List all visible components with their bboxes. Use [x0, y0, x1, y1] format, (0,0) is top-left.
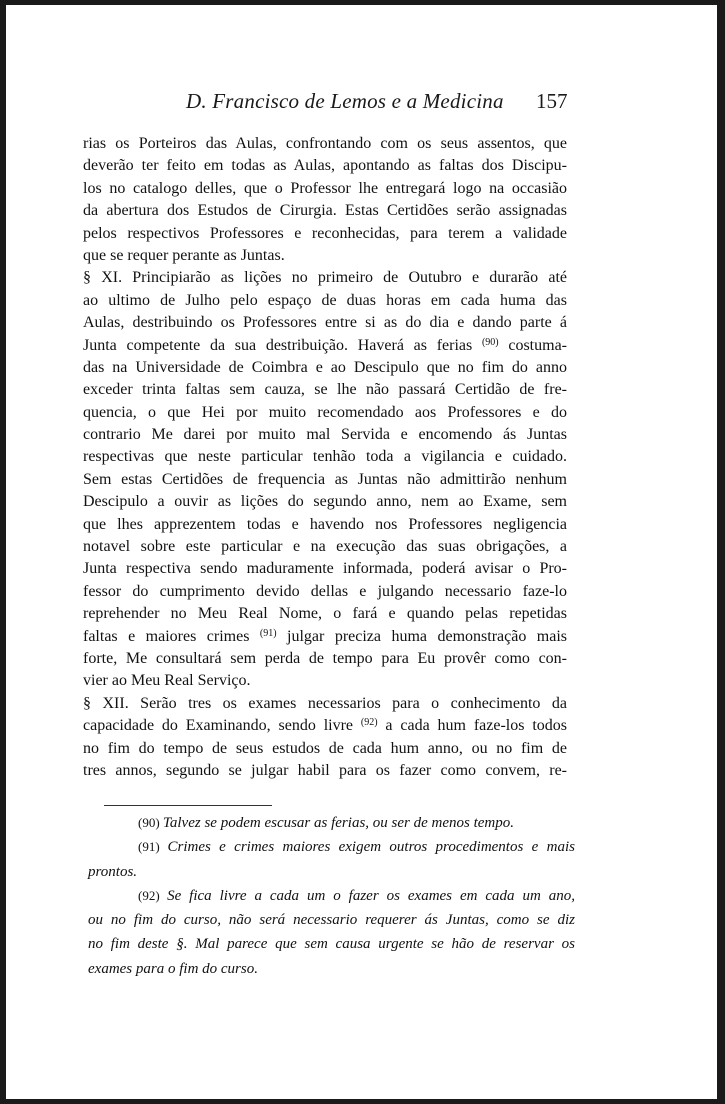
footnote-number: (90) — [138, 815, 163, 830]
text-segment: julgar preciza huma demonstração mais — [276, 627, 568, 645]
text-line: contrario Me darei por muito mal Servida e encomendo ás Juntas — [83, 426, 567, 444]
footnote-line — [88, 908, 575, 932]
text-line: que se requer perante as Juntas. — [83, 246, 285, 264]
text-line: tres annos, segundo se julgar habil para os fazer como convem, re- — [83, 761, 567, 779]
footnote-number: (91) — [138, 839, 168, 855]
text-segment: faltas e maiores crimes — [83, 627, 260, 645]
text-line: Junta respectiva sendo maduramente informada, poderá avisar o Pro- — [83, 560, 567, 578]
text-line — [83, 715, 567, 737]
footnote-text: exames para o fim do curso. — [88, 960, 258, 977]
footnote-reference: (92) — [360, 717, 378, 729]
main-text — [83, 133, 567, 782]
text-line: ao ultimo de Julho pelo espaço de duas horas em cada huma das — [83, 291, 567, 309]
footnote-reference: (90) — [481, 336, 499, 348]
text-line: pelos respectivos Professores e reconhecidas, para terem a validade — [83, 224, 567, 242]
page-number: 157 — [536, 89, 568, 113]
text-line: exceder trinta faltas sem cauza, se lhe não passará Certidão de fre- — [83, 381, 567, 399]
footnotes — [88, 811, 575, 981]
footnote-line — [88, 835, 575, 859]
footnote-text: Crimes e crimes maiores exigem outros procedimentos e mais — [167, 839, 575, 856]
text-segment: costuma- — [498, 336, 567, 354]
footnote-text: Se fica livre a cada um o fazer os exames em cada um ano, — [167, 887, 575, 904]
footnote-line — [88, 932, 575, 956]
text-line: fessor do cumprimento devido dellas e julgando necessario faze-lo — [83, 582, 567, 600]
text-line: Sem estas Certidões de frequencia as Juntas não admittirão nenhum — [83, 470, 567, 488]
text-line: que lhes apprezentem todas e havendo nos Professores negligencia — [83, 515, 567, 533]
text-line: los no catalogo delles, que o Professor lhe entregará logo na occasião — [83, 179, 567, 197]
text-line: reprehender no Meu Real Nome, o fará e quando pelas repetidas — [83, 605, 567, 623]
text-line: forte, Me consultará sem perda de tempo para Eu provêr como con- — [83, 649, 567, 667]
text-line: no fim do tempo de seus estudos de cada hum anno, ou no fim de — [83, 739, 567, 757]
text-line: respectivas que neste particular tenhão toda a vigilancia e cuidado. — [83, 448, 567, 466]
footnote-text: no fim deste §. Mal parece que sem causa urgente se hão de reservar os — [88, 936, 575, 953]
text-line: quencia, o que Hei por muito recomendado aos Professores e do — [83, 403, 567, 421]
text-segment: Junta competente da sua destribuição. Haverá as ferias — [83, 336, 482, 354]
text-line: Aulas, destribuindo os Professores entre si as do dia e dando parte á — [83, 314, 567, 332]
footnote-text: prontos. — [88, 863, 138, 880]
footnote-text: Talvez se podem escusar as ferias, ou ser de menos tempo. — [162, 815, 515, 831]
text-line: § XI. Principiarão as lições no primeiro de Outubro e durarão até — [83, 269, 567, 287]
page-header — [6, 89, 717, 125]
text-line — [83, 626, 567, 648]
footnote-line — [88, 811, 575, 835]
text-line — [83, 335, 567, 357]
text-line: § XII. Serão tres os exames necessarios para o conhecimento da — [83, 694, 567, 712]
text-line: Descipulo a ouvir as lições do segundo anno, nem ao Exame, sem — [83, 493, 567, 511]
text-line: vier ao Meu Real Serviço. — [83, 672, 251, 690]
footnote-reference: (91) — [259, 627, 277, 639]
footnote-line — [88, 860, 575, 884]
text-line: das na Universidade de Coimbra e ao Descipulo que no fim do anno — [83, 358, 567, 376]
text-line: deverão ter feito em todas as Aulas, apontando as faltas dos Discipu- — [83, 157, 567, 175]
text-line: notavel sobre este particular e na execução das suas obrigações, a — [83, 538, 567, 556]
text-segment: a cada hum faze-los todos — [377, 717, 567, 735]
footnote-text: ou no fim do curso, não será necessario requerer ás Juntas, como se diz — [88, 912, 575, 929]
text-line: rias os Porteiros das Aulas, confrontando com os seus assentos, que — [83, 135, 567, 152]
footnote-line — [88, 884, 575, 908]
running-title: D. Francisco de Lemos e a Medicina — [186, 89, 504, 113]
footnote-rule — [104, 805, 272, 806]
footnote-line — [88, 957, 575, 981]
footnote-number: (92) — [138, 887, 168, 903]
book-page — [6, 5, 717, 1099]
text-segment: capacidade do Examinando, sendo livre — [83, 717, 361, 735]
text-line: da abertura dos Estudos de Cirurgia. Estas Certidões serão assignadas — [83, 202, 567, 220]
